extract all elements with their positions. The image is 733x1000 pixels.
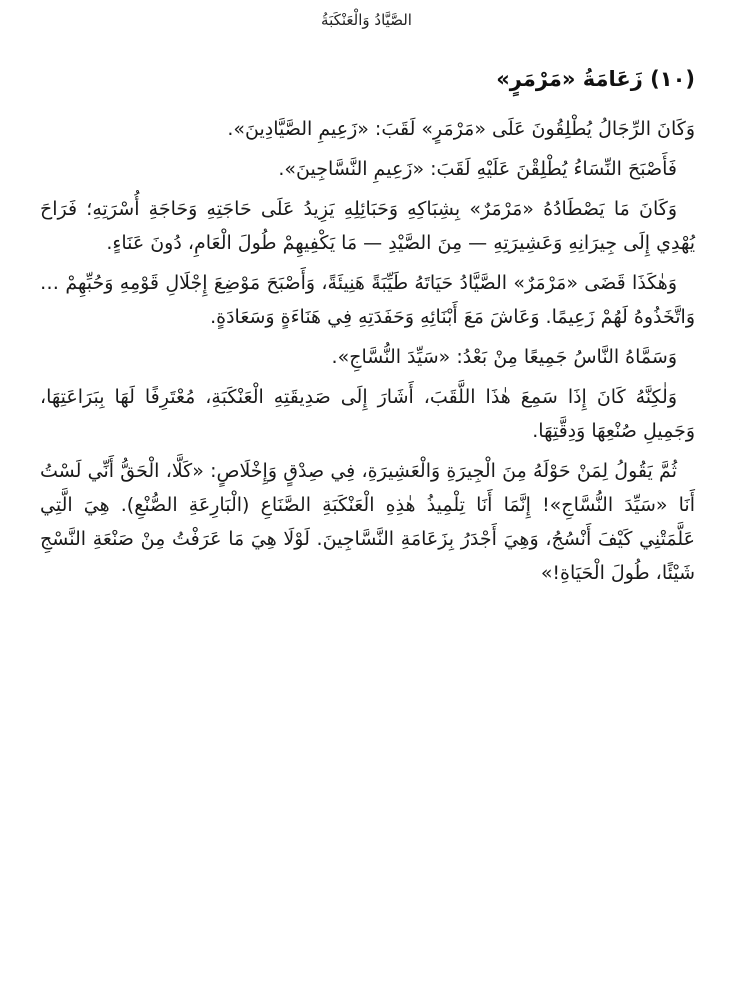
paragraph: وَكَانَ الرِّجَالُ يُطْلِقُونَ عَلَى «مَرْمَرٍ» لَقَبَ: «زَعِيمِ الصَّيَّادِينَ». (227, 118, 695, 140)
paragraph: وَكَانَ مَا يَصْطَادُهُ «مَرْمَرٌ» بِشِبَاكِهِ وَحَبَائِلِهِ يَزِيدُ عَلَى حَاجَتِهِ وَحَاجَةِ أُسْرَتِهِ؛ فَرَاحَ يُهْدِي إِلَى جِيرَانِهِ وَعَشِيرَتِهِ — مِنَ الصَّيْدِ — مَا يَكْفِيهِمْ طُولَ الْعَامِ، دُونَ عَنَاءٍ. (40, 198, 695, 254)
paragraph: ثُمَّ يَقُولُ لِمَنْ حَوْلَهُ مِنَ الْجِيرَةِ وَالْعَشِيرَةِ، فِي صِدْقٍ وَإِخْلَاصٍ: «كَلَّا، الْحَقُّ أَنِّي لَسْتُ أَنَا «سَيِّدَ النُّسَّاجِ»! إِنَّمَا أَنَا تِلْمِيذُ هٰذِهِ الْعَنْكَبَةِ الصَّنَاعِ (الْبَارِعَةِ الصُّنْعِ). هِيَ الَّتِي عَلَّمَتْنِي كَيْفَ أَنْسُجُ، وَهِيَ أَجْدَرُ بِزَعَامَةِ النَّسَّاجِينَ. لَوْلَا هِيَ مَا عَرَفْتُ مِنْ صَنْعَةِ النَّسْجِ شَيْئًا، طُولَ الْحَيَاةِ!» (40, 460, 695, 584)
chapter-body (40, 112, 695, 596)
chapter-title: (١٠) زَعَامَةُ «مَرْمَرٍ» (496, 67, 695, 91)
running-header: الصَّيَّادُ وَالْعَنْكَبَةُ (321, 11, 412, 29)
paragraph: وَسَمَّاهُ النَّاسُ جَمِيعًا مِنْ بَعْدُ: «سَيِّدَ النُّسَّاجِ». (331, 346, 677, 368)
paragraph: وَلٰكِنَّهُ كَانَ إِذَا سَمِعَ هٰذَا اللَّقَبَ، أَشَارَ إِلَى صَدِيقَتِهِ الْعَنْكَبَةِ، مُعْتَرِفًا لَهَا بِبَرَاعَتِهَا، وَجَمِيلِ صُنْعِهَا وَدِقَّتِهَا. (40, 386, 695, 442)
paragraph: فَأَصْبَحَ النِّسَاءُ يُطْلِقْنَ عَلَيْهِ لَقَبَ: «زَعِيمِ النَّسَّاجِينَ». (278, 158, 677, 180)
paragraph: وَهٰكَذَا قَضَى «مَرْمَرٌ» الصَّيَّادُ حَيَاتَهُ طَيِّبَةً هَنِيئَةً، وَأَصْبَحَ مَوْضِعَ إِجْلَالِ قَوْمِهِ وَحُبِّهِمْ … وَاتَّخَذُوهُ لَهُمْ زَعِيمًا. وَعَاشَ مَعَ أَبْنَائِهِ وَحَفَدَتِهِ فِي هَنَاءَةٍ وَسَعَادَةٍ. (40, 272, 695, 328)
